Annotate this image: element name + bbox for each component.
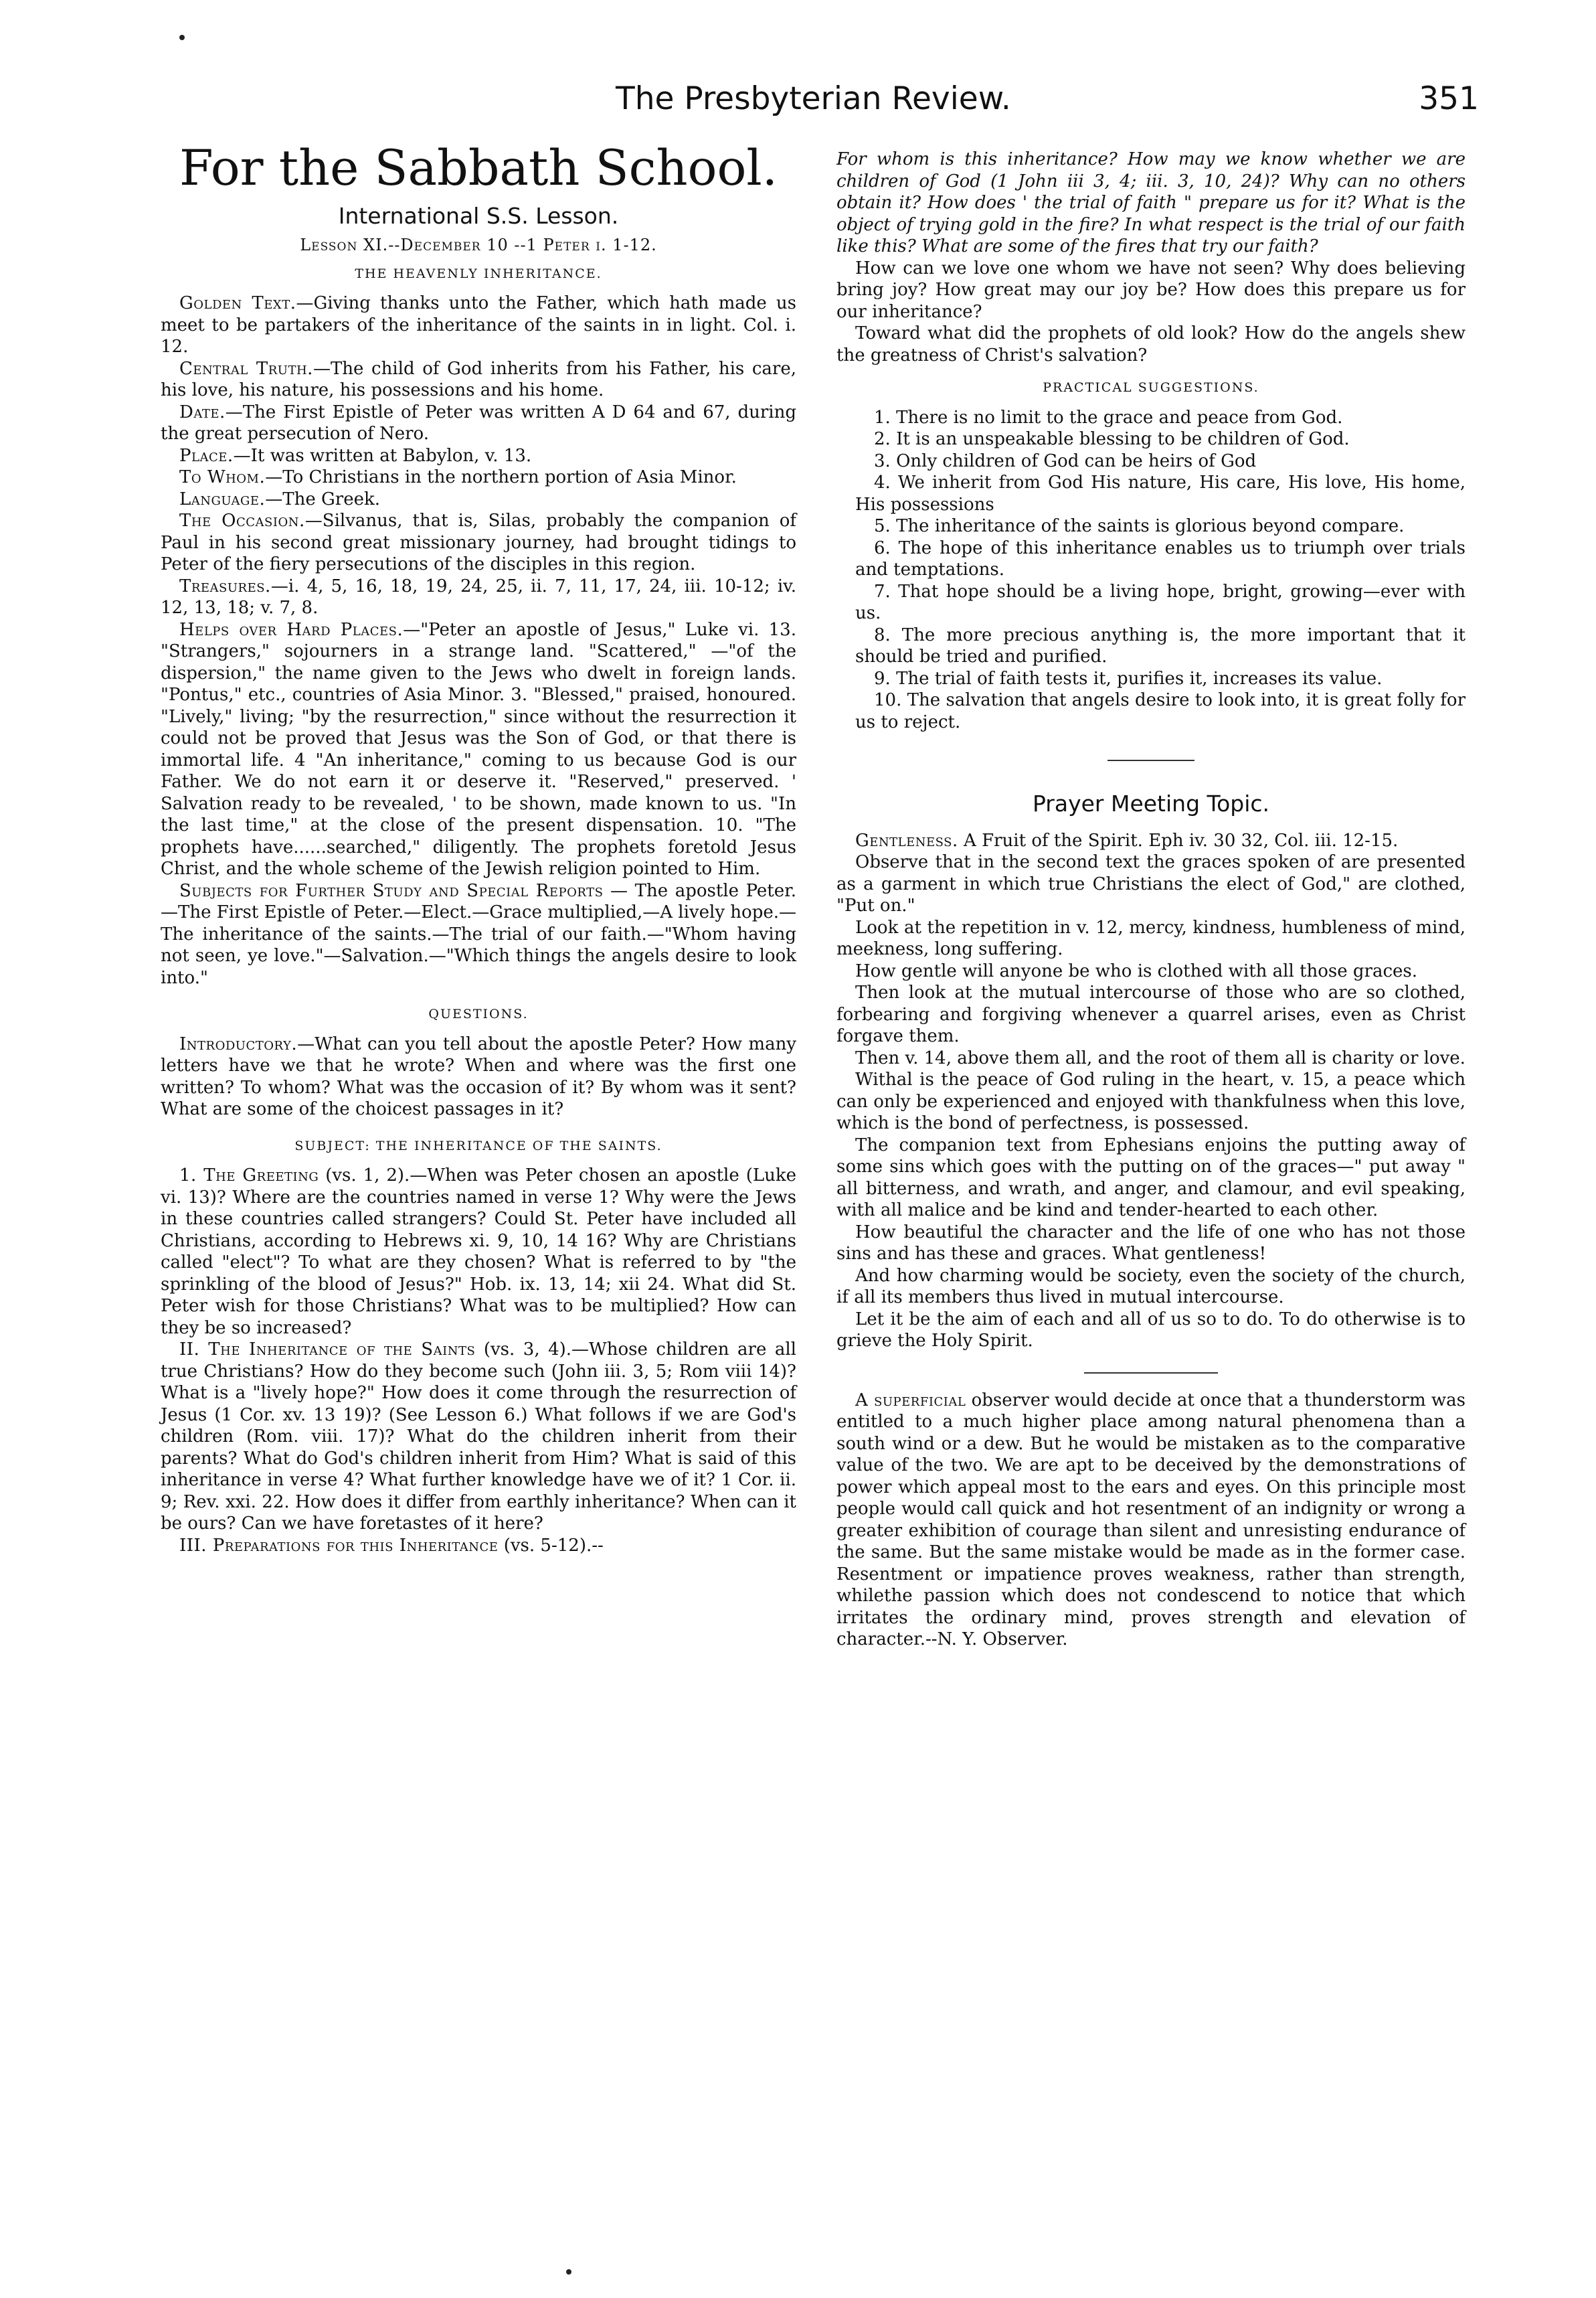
suggestion-item: 8. The more precious anything is, the more important that it should be tried and purified. <box>855 625 1466 667</box>
prayer-paragraph: How beautiful the character and the life of one who has not those sins and has these and graces. What gentleness! <box>836 1222 1466 1264</box>
divider <box>1084 1372 1218 1374</box>
lesson-title: THE HEAVENLY INHERITANCE. <box>355 266 602 281</box>
suggestion-item: 9. The trial of faith tests it, purifies it, increases its value. <box>874 668 1383 689</box>
continued-questions: For whom is this inheritance? How may we know whether we are children of God (1 John iii 3, 4; iii. 3, 10, 24)? Why can no others obtain it? How does ' the trial of faith " prepare us for it? What is the object of trying gold in the fire? In what respect is the trial of our faith like this? What are some of the fires that try our faith? <box>836 149 1466 256</box>
date-paragraph: Date.—The First Epistle of Peter was written A D 64 and 67, during the great persecution of Nero. <box>161 402 796 444</box>
suggestion-item: 5. The inheritance of the saints is glorious beyond compare. <box>874 516 1405 536</box>
prayer-paragraph: Withal is the peace of God ruling in the heart, v. 15, a peace which can only be experienced and enjoyed with thankfulness when this love, which is the bond of perfectness, is possessed. <box>836 1070 1466 1133</box>
helps-paragraph: Helps over Hard Places.—"Peter an apostle of Jesus," Luke vi. 13. "Strangers," sojourners in a strange land. "Scattered," —"of the dispersion," the name given to the Jews who dwelt in foreign lands. "Pontus," etc., countries of Asia Minor. 3. "Blessed," praised, honoured. "Lively," living; "by the resurrection," since without the resurrection it could not be proved that Jesus was the Son of God, or that there is immortal life. 4 "An inheritance," coming to us because God is our Father. We do not earn it or deserve it. "Reserved," preserved. ' Salvation ready to be revealed, ' to be shown, made known to us. "In the last time," at the close of the present dispensation. 10. "The prophets have......searched," diligently. The prophets foretold Jesus Christ, and the whole scheme of the Jewish religion pointed to Him. <box>161 619 796 879</box>
journal-title: The Presbyterian Review. <box>616 80 1011 117</box>
language-paragraph: Language.—The Greek. <box>179 489 381 509</box>
prayer-paragraph: Then look at the mutual intercourse of those who are so clothed, forbearing and forgiving whenever a quarrel arises, even as Christ forgave them. <box>836 983 1466 1046</box>
suggestion-item: 2. It is an unspeakable blessing to be children of God. <box>874 429 1350 449</box>
suggestion-item: 3. Only children of God can be heirs of God <box>874 450 1257 471</box>
section-title: For the Sabbath School. <box>179 140 778 197</box>
suggestion-item: 7. That hope should be a living hope, bright, growing—ever with us. <box>855 581 1466 623</box>
suggestion-item: 1. There is no limit to the grace and peace from God. <box>874 407 1343 428</box>
central-truth: Central Truth.—The child of God inherits from his Father, his care, his love, his nature, his possessions and his home. <box>161 358 796 400</box>
suggestion-item: 6. The hope of this inheritance enables us to triumph over trials and temptations. <box>855 538 1466 580</box>
inheritance-paragraph: II. The Inheritance of the Saints (vs. 3, 4).—Whose children are all true Christians? How do they become such (John iii. 3, 5; Rom viii 14)? What is a "lively hope?" How does it come through the resurrection of Jesus (1 Cor. xv. 13 19)? (See Lesson 6.) What follows if we are God's children (Rom. viii. 17)? What do the children inherit from their parents? What do God's children inherit from Him? What is said of this inheritance in verse 4? What further knowledge have we of it? 1 Cor. ii. 9; Rev. xxi. 22. How does it differ from earthly inheritance? When can it be ours? Can we have foretastes of it here? <box>161 1339 797 1534</box>
running-header <box>616 80 1479 127</box>
occasion-paragraph: The Occasion.—Silvanus, that is, Silas, probably the companion of Paul in his second great missionary journey, had brought tidings to Peter of the fiery persecutions of the disciples in this region. <box>161 511 797 574</box>
prayer-paragraph: Let it be the aim of each and all of us so to do. To do otherwise is to grieve the Holy Spirit. <box>836 1309 1466 1351</box>
questions-prophets: Toward what did the prophets of old look? How do the angels shew the greatness of Christ's salvation? <box>836 323 1466 365</box>
prayer-paragraph: Observe that in the second text the graces spoken of are presented as a garment in which true Christians the elect of God," are clothed, "Put on." <box>836 852 1466 916</box>
prayer-paragraph: Then v. 14, above them all, and the root of them all is charity or love. <box>855 1048 1466 1068</box>
questions-heading: QUESTIONS. <box>428 1007 529 1021</box>
stray-mark <box>566 2269 571 2275</box>
questions-love: How can we love one whom we have not seen? Why does believing bring joy? How great may our joy be? How does this prepare us for our inheritance? <box>836 258 1466 322</box>
practical-heading: PRACTICAL SUGGESTIONS. <box>1043 380 1259 395</box>
prayer-paragraph: The companion text from Ephesians enjoins the putting away of some sins which goes with the putting on of the graces—" put away " all bitterness, and wrath, and anger, and clamour, and evil speaking, with all malice and be kind and tender-hearted to each other. <box>836 1135 1466 1220</box>
lesson-line: Lesson XI.--December 10 --1 Peter i. 1-12. <box>300 236 657 254</box>
superficial-paragraph: A superficial observer would decide at once that a thunderstorm was entitled to a much higher place among natural phenomena than a south wind or a dew. But he would be mistaken as to the comparative value of the two. We are apt to be deceived by the demonstrations of power which appeal most to the ears and eyes. On this principle most people would call quick and hot resentment of an indignity or wrong a greater exhibition of courage than silent and unresisting endurance of the same. But the same mistake would be made as in the former case. Resentment or impatience proves weakness, rather than strength, whilethe passion which does not condescend to notice that which irritates the ordinary mind, proves strength and elevation of character.--N. Y. Observer. <box>836 1390 1466 1649</box>
subject-heading: SUBJECT: THE INHERITANCE OF THE SAINTS. <box>294 1138 662 1153</box>
section-subtitle: International S.S. Lesson. <box>338 203 619 229</box>
suggestion-item: 10. The salvation that angels desire to look into, it is great folly for us to reject. <box>855 690 1466 732</box>
treasures-paragraph: Treasures.—i. 4, 5, 16, 18, 19, 24, 25, ii. 7, 11, 17, 24, iii. 10-12; iv. 12, 13, 18; v. 7, 8. <box>161 576 796 618</box>
greeting-paragraph: 1. The Greeting (vs. 1, 2).—When was Peter chosen an apostle (Luke vi. 13)? Where are the countries named in verse 1? Why were the Jews in these countries called strangers? Could St. Peter have included all Christians, according to Hebrews xi. 9, 10, 14 16? Why are Christians called "elect"? To what are they chosen? What is referred to by "the sprinkling of the blood of Jesus?" Hob. ix. 13, 14; xii 24. What did St. Peter wish for those Christians? What was to be multiplied? How can they be so increased? <box>161 1165 796 1338</box>
prayer-paragraph: And how charming would be society, even the society of the church, if all its members thus lived in mutual intercourse. <box>836 1265 1466 1307</box>
right-column <box>836 149 1466 1651</box>
page-number: 351 <box>1419 80 1479 117</box>
prayer-topic: Gentleness. A Fruit of the Spirit. Eph iv. 30 32, Col. iii. 12-15. <box>855 830 1399 851</box>
prayer-heading: Prayer Meeting Topic. <box>1032 791 1270 817</box>
suggestion-item: 4. We inherit from God His nature, His care, His love, His home, His possessions <box>855 473 1466 515</box>
divider <box>1107 760 1194 761</box>
prayer-paragraph: How gentle will anyone be who is clothed with all those graces. <box>855 961 1418 981</box>
preparations-paragraph: III. Preparations for this Inheritance (vs. 5-12).-- <box>179 1535 604 1556</box>
golden-text: Golden Text.—Giving thanks unto the Father, which hath made us meet to be partakers of the inheritance of the saints in in light. Col. i. 12. <box>161 293 796 357</box>
left-column <box>161 141 796 1556</box>
to-whom-paragraph: To Whom.—To Christians in the northern portion of Asia Minor. <box>179 467 737 487</box>
introductory-paragraph: Introductory.—What can you tell about the apostle Peter? How many letters have we that he wrote? When and where was the first one written? To whom? What was the occasion of it? By whom was it sent? What are some of the choicest passages in it? <box>161 1034 796 1119</box>
stray-mark <box>179 35 185 40</box>
prayer-paragraph: Look at the repetition in v. 12, mercy, kindness, humbleness of mind, meekness, long suffering. <box>836 917 1466 959</box>
subjects-paragraph: Subjects for Further Study and Special Reports — The apostle Peter.—The First Epistle of Peter.—Elect.—Grace multiplied,—A lively hope.—The inheritance of the saints.—The trial of our faith.—"Whom having not seen, ye love."—Salvation.—"Which things the angels desire to look into." <box>161 880 796 988</box>
place-paragraph: Place.—It was written at Babylon, v. 13. <box>179 445 532 466</box>
